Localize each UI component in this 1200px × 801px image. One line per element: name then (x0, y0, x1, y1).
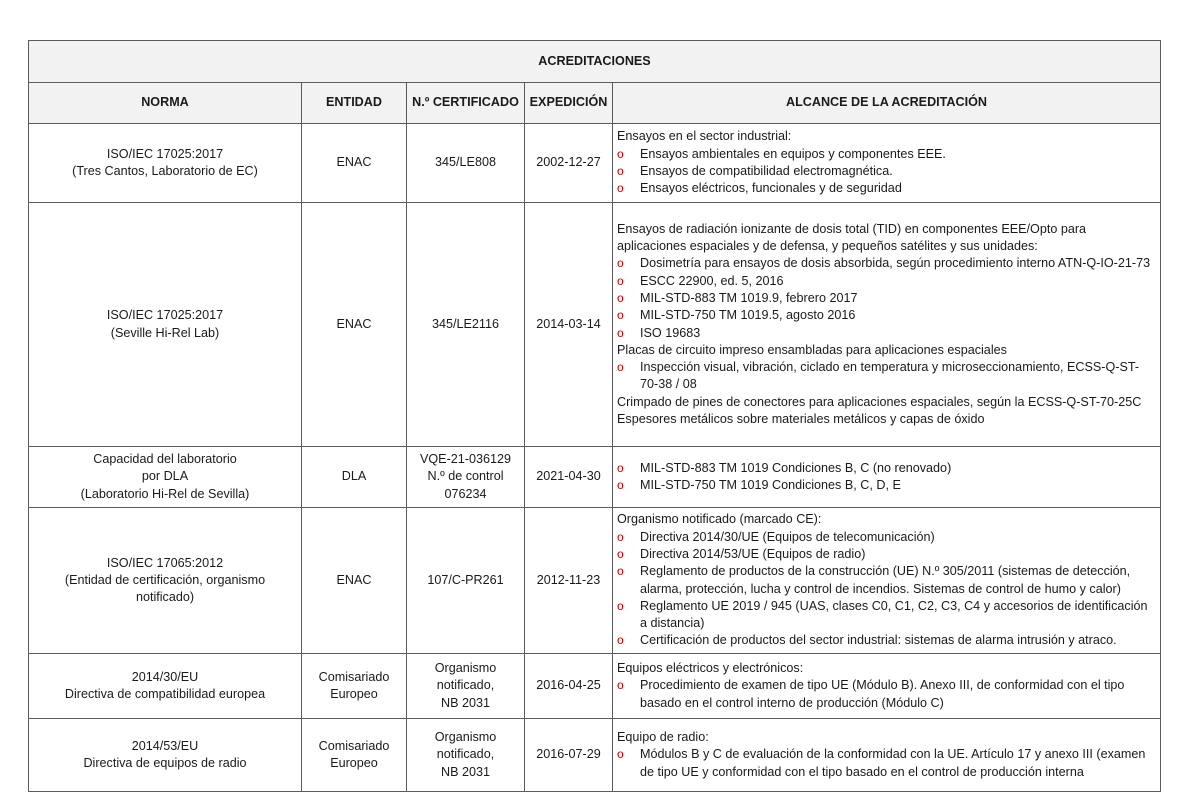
bullet-icon: o (617, 273, 624, 288)
cell-certificado-line: Organismo (434, 730, 497, 745)
cell-expedicion: 2014-03-14 (525, 203, 613, 447)
scope-bullet-text: Inspección visual, vibración, ciclado en temperatura y microseccionamiento, ECSS-Q-ST-70-38 / 08 (640, 360, 1140, 392)
scope-bullet-text: ISO 19683 (640, 325, 701, 340)
scope-bullet-text: Ensayos ambientales en equipos y componentes EEE. (640, 146, 946, 161)
cell-entidad-line: ENAC (336, 572, 372, 587)
scope-text: Ensayos de radiación ionizante de dosis total (TID) en componentes EEE/Opto para aplicaciones espaciales y de defensa, y pequeños satélites y sus unidades: (617, 221, 1087, 254)
cell-alcance (613, 654, 1161, 719)
table-title-row (29, 41, 1161, 83)
scope-bullet-item (617, 563, 1156, 598)
scope-bullet-item (617, 273, 1156, 290)
scope-bullet-text: MIL-STD-750 TM 1019 Condiciones B, C, D, E (640, 478, 901, 492)
scope-bullet-text: MIL-STD-750 TM 1019.5, agosto 2016 (640, 308, 856, 323)
scope-bullet-text: Directiva 2014/30/UE (Equipos de telecomunicación) (640, 529, 935, 544)
cell-norma-line: Capacidad del laboratorio (93, 452, 237, 467)
scope-bullet-item (617, 746, 1156, 781)
cell-entidad (302, 719, 407, 792)
scope-bullet-item (617, 307, 1156, 324)
bullet-icon: o (617, 478, 624, 492)
cell-norma-line: (Seville Hi-Rel Lab) (110, 325, 220, 340)
cell-norma-line: ISO/IEC 17025:2017 (106, 308, 224, 323)
cell-certificado (407, 447, 525, 508)
cell-norma-line: 2014/53/EU (131, 738, 199, 753)
cell-norma-line: ISO/IEC 17025:2017 (106, 146, 224, 161)
header-entidad: ENTIDAD (302, 83, 407, 124)
bullet-icon: o (617, 146, 624, 161)
cell-certificado (407, 719, 525, 792)
cell-norma (29, 508, 302, 654)
cell-alcance (613, 124, 1161, 203)
scope-bullet-item (617, 460, 1156, 477)
cell-norma (29, 719, 302, 792)
cell-expedicion: 2021-04-30 (525, 447, 613, 508)
scope-bullet-item (617, 477, 1156, 494)
cell-certificado-line: N.º de control (427, 469, 504, 484)
bullet-icon: o (617, 546, 624, 561)
cell-certificado-line: 345/LE2116 (432, 316, 499, 331)
cell-certificado (407, 203, 525, 447)
scope-bullet-text: Directiva 2014/53/UE (Equipos de radio) (640, 546, 866, 561)
scope-bullet-text: Certificación de productos del sector industrial: sistemas de alarma intrusión y atraco. (640, 633, 1117, 648)
cell-certificado-line: NB 2031 (440, 764, 490, 779)
accreditations-table (28, 40, 1161, 792)
header-alcance: ALCANCE DE LA ACREDITACIÓN (613, 83, 1161, 124)
bullet-icon: o (617, 360, 624, 375)
scope-bullet-text: Módulos B y C de evaluación de la conformidad con la UE. Artículo 17 y anexo III (examen de tipo UE y conformidad con el tipo basado en el control de producción interna (640, 747, 1146, 779)
cell-entidad-line: DLA (341, 469, 367, 484)
cell-norma-line: notificado) (135, 590, 195, 605)
cell-certificado-line: Organismo (434, 661, 497, 676)
scope-bullet-item (617, 325, 1156, 342)
cell-norma-line: por DLA (141, 469, 189, 484)
cell-entidad-line: Comisariado (318, 738, 390, 753)
cell-alcance (613, 447, 1161, 508)
cell-certificado-line: VQE-21-036129 (419, 452, 512, 467)
cell-alcance (613, 719, 1161, 792)
bullet-icon: o (617, 256, 624, 271)
cell-certificado-line: NB 2031 (440, 695, 490, 710)
bullet-icon: o (617, 598, 624, 613)
scope-bullet-item (617, 146, 1156, 163)
cell-entidad (302, 447, 407, 508)
scope-bullet-item (617, 255, 1156, 272)
scope-bullet-text: Ensayos de compatibilidad electromagnética. (640, 164, 893, 178)
bullet-icon: o (617, 308, 624, 323)
cell-expedicion: 2016-04-25 (525, 654, 613, 719)
cell-norma-line: Directiva de equipos de radio (83, 756, 247, 770)
cell-alcance (613, 508, 1161, 654)
bullet-icon: o (617, 325, 624, 340)
cell-entidad-line: ENAC (336, 155, 372, 170)
cell-alcance (613, 203, 1161, 447)
table-row (29, 719, 1161, 792)
table-row (29, 124, 1161, 203)
bullet-icon: o (617, 564, 624, 579)
scope-bullet-text: MIL-STD-883 TM 1019 Condiciones B, C (no renovado) (640, 460, 952, 475)
scope-bullet-text: Reglamento de productos de la construcción (UE) N.º 305/2011 (sistemas de detección, alarma, protección, lucha y control de incendios. Sistemas de control de humo y calor) (640, 564, 1131, 596)
scope-bullet-text: ESCC 22900, ed. 5, 2016 (640, 273, 784, 288)
table-title: ACREDITACIONES (29, 41, 1161, 83)
cell-norma-line: Directiva de compatibilidad europea (64, 687, 266, 701)
scope-bullet-item (617, 529, 1156, 546)
cell-norma (29, 124, 302, 203)
cell-entidad (302, 654, 407, 719)
cell-entidad (302, 508, 407, 654)
bullet-icon: o (617, 460, 624, 475)
cell-norma-line: (Tres Cantos, Laboratorio de EC) (72, 164, 258, 178)
scope-bullet-text: Procedimiento de examen de tipo UE (Módulo B). Anexo III, de conformidad con el tipo basado en el control interno de producción (Módulo C) (640, 678, 1125, 710)
cell-certificado-line: 107/C-PR261 (427, 572, 504, 587)
bullet-icon: o (617, 747, 624, 762)
bullet-icon: o (617, 529, 624, 544)
cell-certificado (407, 508, 525, 654)
cell-entidad-line: Europeo (330, 756, 378, 770)
scope-bullet-text: Reglamento UE 2019 / 945 (UAS, clases C0, C1, C2, C3, C4 y accesorios de identificación a distancia) (640, 598, 1148, 631)
table-row (29, 654, 1161, 719)
cell-certificado (407, 124, 525, 203)
cell-norma (29, 447, 302, 508)
cell-entidad-line: Comisariado (318, 669, 390, 684)
cell-expedicion: 2012-11-23 (525, 508, 613, 654)
scope-text: Equipo de radio: (617, 730, 709, 745)
table-row (29, 508, 1161, 654)
scope-text: Ensayos en el sector industrial: (617, 129, 792, 144)
scope-bullet-text: Dosimetría para ensayos de dosis absorbida, según procedimiento interno ATN-Q-IO-21-73 (640, 256, 1151, 271)
scope-bullet-item (617, 359, 1156, 394)
cell-certificado (407, 654, 525, 719)
header-norma: NORMA (29, 83, 302, 124)
cell-certificado-line: 345/LE808 (435, 155, 496, 170)
table-row (29, 447, 1161, 508)
scope-text: Crimpado de pines de conectores para aplicaciones espaciales, según la ECSS-Q-ST-70-25C (617, 394, 1142, 409)
scope-text: Equipos eléctricos y electrónicos: (617, 661, 804, 676)
cell-expedicion: 2016-07-29 (525, 719, 613, 792)
cell-norma (29, 654, 302, 719)
table-header-row (29, 83, 1161, 124)
cell-entidad-line: Europeo (330, 687, 378, 701)
scope-text: Espesores metálicos sobre materiales metálicos y capas de óxido (617, 411, 985, 426)
cell-norma-line: ISO/IEC 17065:2012 (106, 555, 224, 570)
scope-text: Organismo notificado (marcado CE): (617, 512, 822, 527)
cell-norma-line: (Laboratorio Hi-Rel de Sevilla) (80, 486, 250, 501)
scope-text: Placas de circuito impreso ensambladas para aplicaciones espaciales (617, 342, 1007, 357)
bullet-icon: o (617, 181, 624, 196)
scope-bullet-text: Ensayos eléctricos, funcionales y de seguridad (640, 181, 902, 196)
bullet-icon: o (617, 164, 624, 178)
cell-norma-line: (Entidad de certificación, organismo (64, 572, 266, 587)
cell-entidad-line: ENAC (336, 316, 372, 331)
scope-bullet-item (617, 180, 1156, 197)
table-body (29, 124, 1161, 792)
scope-bullet-item (617, 290, 1156, 307)
header-expedicion: EXPEDICIÓN (525, 83, 613, 124)
cell-entidad (302, 203, 407, 447)
cell-entidad (302, 124, 407, 203)
bullet-icon: o (617, 633, 624, 648)
cell-certificado-line: 076234 (444, 486, 487, 501)
cell-expedicion: 2002-12-27 (525, 124, 613, 203)
scope-bullet-item (617, 546, 1156, 563)
cell-certificado-line: notificado, (436, 678, 495, 693)
cell-norma (29, 203, 302, 447)
cell-norma-line: 2014/30/EU (131, 669, 199, 684)
bullet-icon: o (617, 678, 624, 693)
table-row (29, 203, 1161, 447)
cell-certificado-line: notificado, (436, 747, 495, 762)
scope-bullet-text: MIL-STD-883 TM 1019.9, febrero 2017 (640, 290, 858, 305)
bullet-icon: o (617, 290, 624, 305)
scope-bullet-item (617, 677, 1156, 712)
scope-bullet-item (617, 163, 1156, 180)
scope-bullet-item (617, 632, 1156, 649)
header-certificado: N.º CERTIFICADO (407, 83, 525, 124)
scope-bullet-item (617, 598, 1156, 633)
